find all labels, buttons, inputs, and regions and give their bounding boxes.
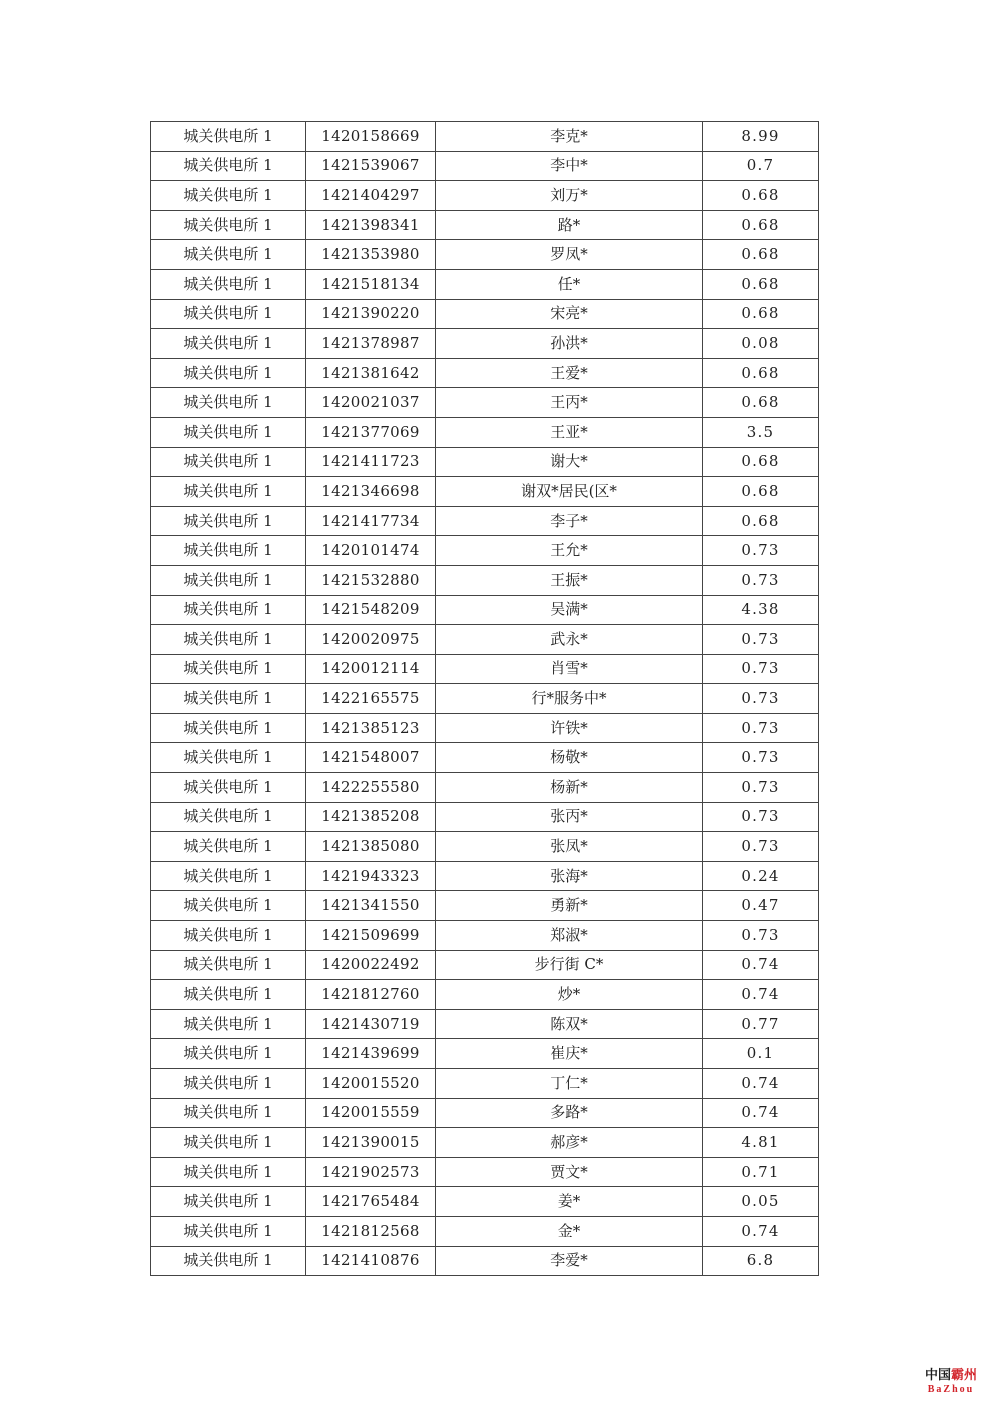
amount-cell: 0.68: [703, 447, 819, 477]
account-number-cell: 1421548007: [306, 743, 436, 773]
site-watermark-logo: [918, 1368, 984, 1396]
unit-cell: 城关供电所 1: [151, 654, 306, 684]
amount-cell: 0.7: [703, 151, 819, 181]
customer-name-cell: 王允*: [436, 536, 703, 566]
account-number-cell: 1421509699: [306, 921, 436, 951]
customer-name-cell: 炒*: [436, 980, 703, 1010]
account-number-cell: 1420015520: [306, 1069, 436, 1099]
unit-cell: 城关供电所 1: [151, 684, 306, 714]
amount-cell: 0.73: [703, 684, 819, 714]
table-row: [151, 891, 819, 921]
amount-cell: 0.74: [703, 980, 819, 1010]
customer-name-cell: 王亚*: [436, 417, 703, 447]
amount-cell: 4.81: [703, 1128, 819, 1158]
amount-cell: 0.68: [703, 181, 819, 211]
table-row: [151, 1009, 819, 1039]
customer-name-cell: 张凤*: [436, 832, 703, 862]
unit-cell: 城关供电所 1: [151, 743, 306, 773]
amount-cell: 0.77: [703, 1009, 819, 1039]
amount-cell: 3.5: [703, 417, 819, 447]
account-number-cell: 1421381642: [306, 358, 436, 388]
amount-cell: 0.68: [703, 506, 819, 536]
table-row: [151, 240, 819, 270]
table-row: [151, 447, 819, 477]
customer-name-cell: 杨新*: [436, 773, 703, 803]
account-number-cell: 1422255580: [306, 773, 436, 803]
amount-cell: 0.73: [703, 832, 819, 862]
table-row: [151, 1246, 819, 1276]
customer-name-cell: 路*: [436, 210, 703, 240]
table-row: [151, 181, 819, 211]
amount-cell: 6.8: [703, 1246, 819, 1276]
customer-name-cell: 崔庆*: [436, 1039, 703, 1069]
amount-cell: 0.73: [703, 625, 819, 655]
customer-name-cell: 武永*: [436, 625, 703, 655]
account-number-cell: 1420021037: [306, 388, 436, 418]
unit-cell: 城关供电所 1: [151, 625, 306, 655]
unit-cell: 城关供电所 1: [151, 1128, 306, 1158]
customer-name-cell: 张丙*: [436, 802, 703, 832]
logo-text-part-b: 霸州: [951, 1368, 978, 1383]
unit-cell: 城关供电所 1: [151, 713, 306, 743]
account-number-cell: 1421404297: [306, 181, 436, 211]
unit-cell: 城关供电所 1: [151, 950, 306, 980]
customer-name-cell: 张海*: [436, 861, 703, 891]
table-row: [151, 477, 819, 507]
table-row: [151, 1098, 819, 1128]
table-row: [151, 1216, 819, 1246]
table-row: [151, 832, 819, 862]
customer-name-cell: 吴满*: [436, 595, 703, 625]
table-row: [151, 1157, 819, 1187]
account-number-cell: 1421378987: [306, 329, 436, 359]
table-row: [151, 536, 819, 566]
table-row: [151, 861, 819, 891]
table-row: [151, 743, 819, 773]
amount-cell: 0.24: [703, 861, 819, 891]
amount-cell: 0.73: [703, 536, 819, 566]
amount-cell: 0.73: [703, 802, 819, 832]
customer-name-cell: 肖雪*: [436, 654, 703, 684]
account-number-cell: 1421341550: [306, 891, 436, 921]
account-number-cell: 1421902573: [306, 1157, 436, 1187]
amount-cell: 0.74: [703, 1098, 819, 1128]
table-row: [151, 1128, 819, 1158]
customer-name-cell: 贾文*: [436, 1157, 703, 1187]
table-row: [151, 684, 819, 714]
table-row: [151, 802, 819, 832]
amount-cell: 0.74: [703, 1216, 819, 1246]
account-number-cell: 1421812568: [306, 1216, 436, 1246]
account-number-cell: 1421385208: [306, 802, 436, 832]
account-number-cell: 1421539067: [306, 151, 436, 181]
account-number-cell: 1420158669: [306, 122, 436, 152]
account-number-cell: 1420020975: [306, 625, 436, 655]
account-number-cell: 1421439699: [306, 1039, 436, 1069]
table-row: [151, 299, 819, 329]
account-number-cell: 1421377069: [306, 417, 436, 447]
unit-cell: 城关供电所 1: [151, 417, 306, 447]
unit-cell: 城关供电所 1: [151, 1009, 306, 1039]
table-row: [151, 773, 819, 803]
unit-cell: 城关供电所 1: [151, 832, 306, 862]
unit-cell: 城关供电所 1: [151, 240, 306, 270]
account-number-cell: 1421417734: [306, 506, 436, 536]
account-number-cell: 1421943323: [306, 861, 436, 891]
unit-cell: 城关供电所 1: [151, 802, 306, 832]
account-number-cell: 1421765484: [306, 1187, 436, 1217]
table-row: [151, 595, 819, 625]
amount-cell: 0.68: [703, 477, 819, 507]
table-row: [151, 358, 819, 388]
table-row: [151, 654, 819, 684]
amount-cell: 0.73: [703, 773, 819, 803]
unit-cell: 城关供电所 1: [151, 151, 306, 181]
unit-cell: 城关供电所 1: [151, 891, 306, 921]
customer-name-cell: 郑淑*: [436, 921, 703, 951]
logo-text-part-a: 中国: [924, 1368, 951, 1383]
amount-cell: 0.68: [703, 210, 819, 240]
table-row: [151, 151, 819, 181]
unit-cell: 城关供电所 1: [151, 1069, 306, 1099]
table-row: [151, 122, 819, 152]
customer-name-cell: 李克*: [436, 122, 703, 152]
unit-cell: 城关供电所 1: [151, 358, 306, 388]
table-row: [151, 1187, 819, 1217]
account-number-cell: 1421346698: [306, 477, 436, 507]
account-number-cell: 1421411723: [306, 447, 436, 477]
unit-cell: 城关供电所 1: [151, 921, 306, 951]
amount-cell: 0.71: [703, 1157, 819, 1187]
customer-name-cell: 宋亮*: [436, 299, 703, 329]
account-number-cell: 1420101474: [306, 536, 436, 566]
account-number-cell: 1422165575: [306, 684, 436, 714]
customer-name-cell: 王振*: [436, 565, 703, 595]
customer-name-cell: 步行街 C*: [436, 950, 703, 980]
account-number-cell: 1421390015: [306, 1128, 436, 1158]
account-number-cell: 1421385123: [306, 713, 436, 743]
unit-cell: 城关供电所 1: [151, 980, 306, 1010]
amount-cell: 0.73: [703, 565, 819, 595]
unit-cell: 城关供电所 1: [151, 477, 306, 507]
unit-cell: 城关供电所 1: [151, 388, 306, 418]
customer-name-cell: 金*: [436, 1216, 703, 1246]
customer-name-cell: 多路*: [436, 1098, 703, 1128]
logo-chinese-text: [918, 1368, 984, 1384]
unit-cell: 城关供电所 1: [151, 1246, 306, 1276]
table-row: [151, 625, 819, 655]
unit-cell: 城关供电所 1: [151, 536, 306, 566]
amount-cell: 0.74: [703, 1069, 819, 1099]
customer-name-cell: 王丙*: [436, 388, 703, 418]
amount-cell: 0.68: [703, 299, 819, 329]
unit-cell: 城关供电所 1: [151, 299, 306, 329]
customer-name-cell: 李中*: [436, 151, 703, 181]
amount-cell: 0.68: [703, 240, 819, 270]
unit-cell: 城关供电所 1: [151, 210, 306, 240]
amount-cell: 0.73: [703, 921, 819, 951]
table-row: [151, 388, 819, 418]
customer-name-cell: 行*服务中*: [436, 684, 703, 714]
unit-cell: 城关供电所 1: [151, 861, 306, 891]
customer-name-cell: 谢大*: [436, 447, 703, 477]
customer-name-cell: 勇新*: [436, 891, 703, 921]
unit-cell: 城关供电所 1: [151, 1098, 306, 1128]
table-row: [151, 565, 819, 595]
account-number-cell: 1421385080: [306, 832, 436, 862]
unit-cell: 城关供电所 1: [151, 181, 306, 211]
logo-english-text: BaZhou: [927, 1384, 975, 1395]
customer-name-cell: 丁仁*: [436, 1069, 703, 1099]
records-table: [150, 121, 819, 1276]
unit-cell: 城关供电所 1: [151, 1216, 306, 1246]
customer-name-cell: 杨敬*: [436, 743, 703, 773]
table-row: [151, 713, 819, 743]
customer-name-cell: 孙洪*: [436, 329, 703, 359]
table-row: [151, 417, 819, 447]
account-number-cell: 1421812760: [306, 980, 436, 1010]
amount-cell: 0.73: [703, 743, 819, 773]
table-row: [151, 950, 819, 980]
account-number-cell: 1420022492: [306, 950, 436, 980]
customer-name-cell: 谢双*居民(区*: [436, 477, 703, 507]
table-row: [151, 1039, 819, 1069]
unit-cell: 城关供电所 1: [151, 773, 306, 803]
unit-cell: 城关供电所 1: [151, 329, 306, 359]
customer-name-cell: 任*: [436, 269, 703, 299]
account-number-cell: 1421518134: [306, 269, 436, 299]
amount-cell: 0.08: [703, 329, 819, 359]
unit-cell: 城关供电所 1: [151, 565, 306, 595]
amount-cell: 0.47: [703, 891, 819, 921]
table-row: [151, 210, 819, 240]
records-table-body: [151, 122, 819, 1276]
customer-name-cell: 许铁*: [436, 713, 703, 743]
amount-cell: 8.99: [703, 122, 819, 152]
unit-cell: 城关供电所 1: [151, 447, 306, 477]
account-number-cell: 1420012114: [306, 654, 436, 684]
table-row: [151, 269, 819, 299]
table-row: [151, 921, 819, 951]
amount-cell: 0.74: [703, 950, 819, 980]
amount-cell: 0.68: [703, 388, 819, 418]
table-row: [151, 1069, 819, 1099]
customer-name-cell: 罗凤*: [436, 240, 703, 270]
account-number-cell: 1421548209: [306, 595, 436, 625]
customer-name-cell: 郝彦*: [436, 1128, 703, 1158]
account-number-cell: 1421430719: [306, 1009, 436, 1039]
account-number-cell: 1420015559: [306, 1098, 436, 1128]
table-row: [151, 329, 819, 359]
account-number-cell: 1421353980: [306, 240, 436, 270]
amount-cell: 0.73: [703, 713, 819, 743]
table-row: [151, 506, 819, 536]
amount-cell: 0.73: [703, 654, 819, 684]
unit-cell: 城关供电所 1: [151, 595, 306, 625]
table-row: [151, 980, 819, 1010]
unit-cell: 城关供电所 1: [151, 269, 306, 299]
unit-cell: 城关供电所 1: [151, 506, 306, 536]
customer-name-cell: 姜*: [436, 1187, 703, 1217]
unit-cell: 城关供电所 1: [151, 1039, 306, 1069]
customer-name-cell: 李子*: [436, 506, 703, 536]
unit-cell: 城关供电所 1: [151, 1157, 306, 1187]
amount-cell: 0.68: [703, 358, 819, 388]
amount-cell: 0.05: [703, 1187, 819, 1217]
amount-cell: 4.38: [703, 595, 819, 625]
account-number-cell: 1421398341: [306, 210, 436, 240]
customer-name-cell: 李爱*: [436, 1246, 703, 1276]
customer-name-cell: 王爱*: [436, 358, 703, 388]
account-number-cell: 1421532880: [306, 565, 436, 595]
account-number-cell: 1421410876: [306, 1246, 436, 1276]
amount-cell: 0.1: [703, 1039, 819, 1069]
customer-name-cell: 陈双*: [436, 1009, 703, 1039]
unit-cell: 城关供电所 1: [151, 1187, 306, 1217]
unit-cell: 城关供电所 1: [151, 122, 306, 152]
account-number-cell: 1421390220: [306, 299, 436, 329]
amount-cell: 0.68: [703, 269, 819, 299]
customer-name-cell: 刘万*: [436, 181, 703, 211]
